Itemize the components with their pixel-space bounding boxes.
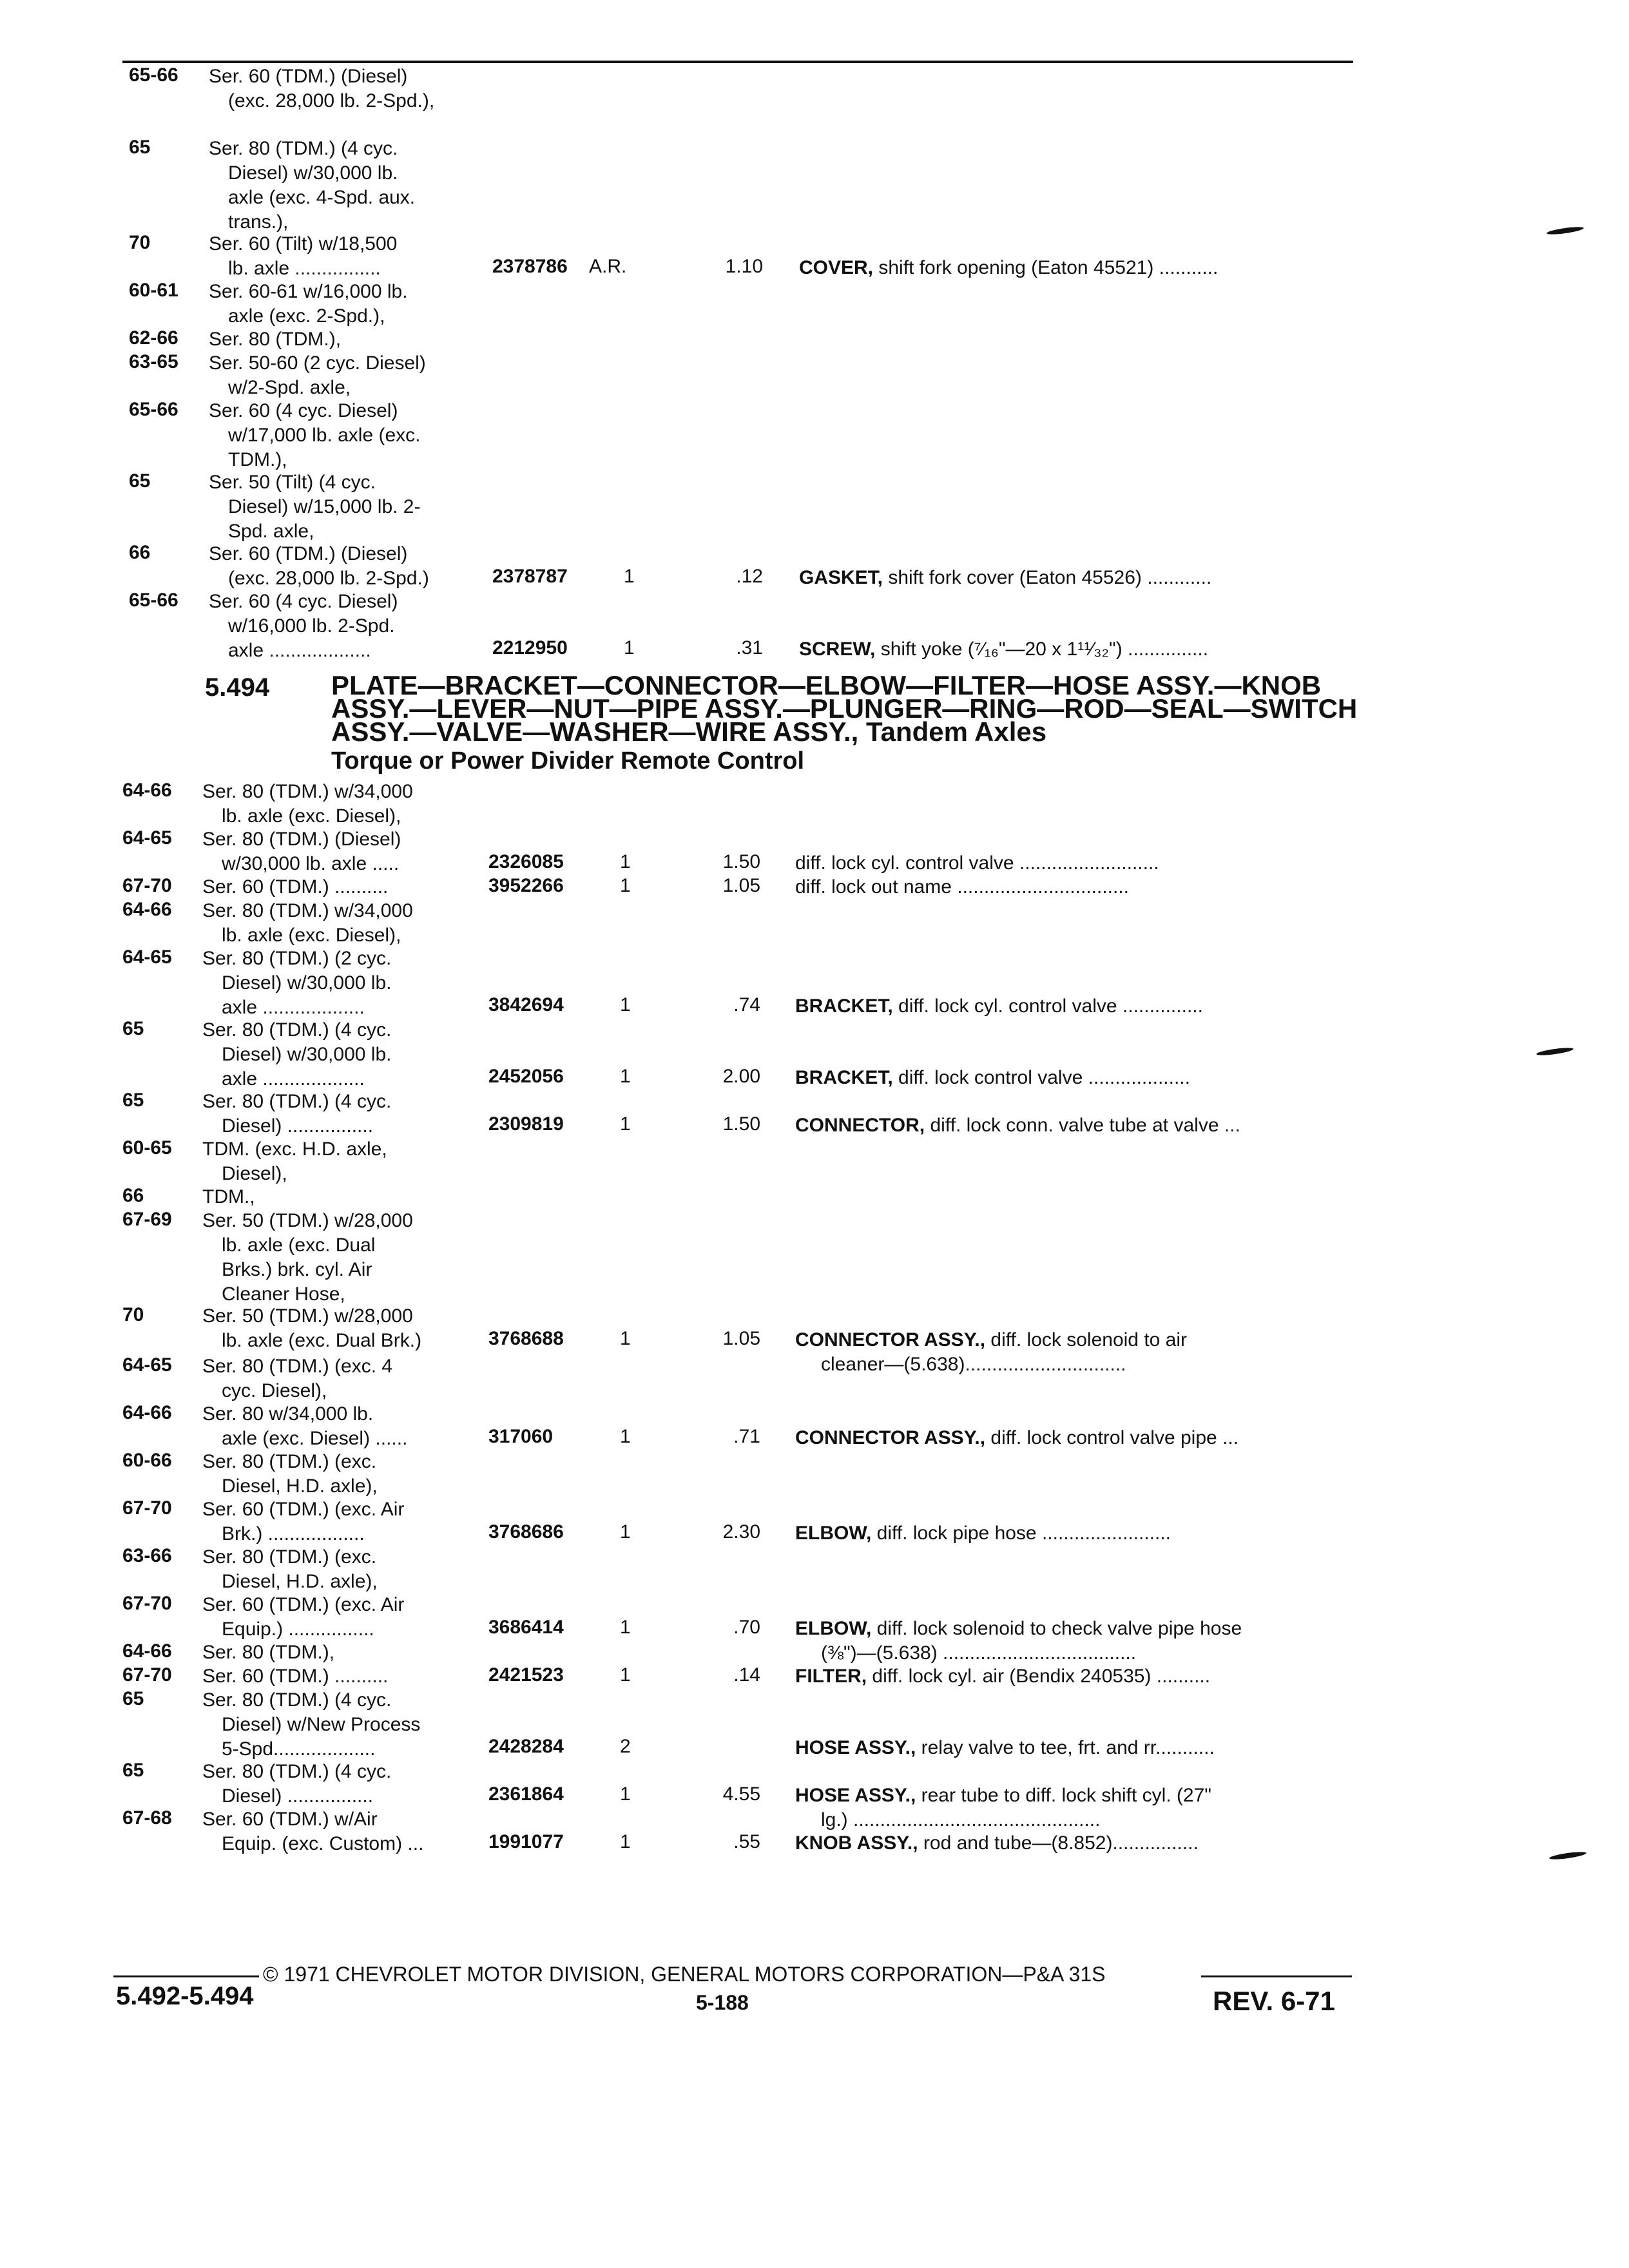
description-line xyxy=(795,851,1159,876)
model-description xyxy=(209,542,429,591)
footer-section-range: 5.492-5.494 xyxy=(116,1982,254,2010)
model-year: 65 xyxy=(129,470,151,492)
model-line: Equip. (exc. Custom) ... xyxy=(222,1833,424,1854)
part-number: 2378787 xyxy=(492,566,568,587)
model-line: Ser. 80 (TDM.) w/34,000 xyxy=(202,781,413,802)
model-line: Ser. 50-60 (2 cyc. Diesel) xyxy=(209,352,426,374)
model-year: 65-66 xyxy=(129,64,178,86)
model-line: Diesel) w/30,000 lb. xyxy=(222,972,392,994)
model-description xyxy=(202,1760,391,1809)
margin-mark xyxy=(1549,1850,1587,1861)
model-description xyxy=(202,1545,378,1594)
description-continuation: cleaner—(5.638).............................. xyxy=(821,1354,1126,1375)
part-detail: diff. lock control valve ................... xyxy=(892,1067,1190,1088)
quantity: 1 xyxy=(620,1066,631,1087)
part-description xyxy=(795,1521,1171,1546)
model-line: Diesel) w/30,000 lb. xyxy=(222,1044,392,1065)
model-line: trans.), xyxy=(228,211,289,233)
part-name: SCREW, xyxy=(799,639,876,660)
section-title: PLATE—BRACKET—CONNECTOR—ELBOW—FILTER—HOSE ASSY.—KNOB ASSY.—LEVER—NUT—PIPE ASSY.—PLUNGER—RING—ROD—SEAL—SWITCH ASSY.—VALVE—WASHER—WIRE ASSY., Tandem Axles xyxy=(331,670,1358,747)
model-line: lb. axle (exc. Dual Brk.) xyxy=(222,1330,422,1351)
model-line: Equip.) ................ xyxy=(222,1619,374,1640)
margin-mark xyxy=(1547,226,1585,236)
model-description xyxy=(202,1137,387,1186)
model-year: 64-66 xyxy=(122,899,172,920)
part-name: HOSE ASSY., xyxy=(795,1785,916,1806)
model-line: Ser. 60 (TDM.) w/Air xyxy=(202,1809,378,1830)
model-description xyxy=(202,1354,392,1403)
model-line: axle ................... xyxy=(222,1068,365,1090)
description-line xyxy=(799,256,1218,280)
model-year: 60-65 xyxy=(122,1137,172,1158)
model-year: 67-70 xyxy=(122,875,172,896)
model-year: 62-66 xyxy=(129,327,178,349)
list-price: .55 xyxy=(733,1831,760,1852)
model-line: (exc. 28,000 lb. 2-Spd.), xyxy=(228,90,435,111)
part-name: KNOB ASSY., xyxy=(795,1832,918,1854)
model-description xyxy=(209,232,397,281)
list-price: .14 xyxy=(733,1664,760,1686)
part-description xyxy=(795,1617,1242,1666)
model-description xyxy=(202,875,388,899)
part-detail: rod and tube—(8.852)................ xyxy=(918,1832,1199,1854)
part-name: CONNECTOR, xyxy=(795,1115,925,1136)
list-price: 1.05 xyxy=(722,875,760,896)
model-description xyxy=(202,1090,391,1139)
model-line: axle (exc. 2-Spd.), xyxy=(228,305,385,327)
model-year: 67-70 xyxy=(122,1664,172,1686)
part-detail: diff. lock solenoid to check valve pipe hose xyxy=(871,1618,1242,1639)
model-year: 64-65 xyxy=(122,947,172,968)
model-line: Diesel) w/30,000 lb. xyxy=(228,162,398,184)
model-line: Ser. 60-61 w/16,000 lb. xyxy=(209,281,408,302)
model-description xyxy=(202,1497,404,1546)
model-line: Diesel), xyxy=(222,1163,287,1184)
top-rule xyxy=(122,61,1353,63)
part-description xyxy=(799,256,1218,280)
model-line: Ser. 60 (TDM.) (Diesel) xyxy=(209,543,408,564)
model-year: 64-65 xyxy=(122,1354,172,1376)
footer-rule-left xyxy=(113,1975,259,1977)
quantity: 1 xyxy=(620,851,631,872)
quantity: 1 xyxy=(620,1521,631,1542)
list-price: 1.50 xyxy=(722,1113,760,1135)
quantity: 1 xyxy=(620,1783,631,1805)
model-line: TDM. (exc. H.D. axle, xyxy=(202,1139,387,1160)
part-detail: shift yoke (⁷⁄₁₆"—20 x 1¹¹⁄₃₂") ............... xyxy=(875,639,1209,660)
model-year: 63-66 xyxy=(122,1545,172,1566)
part-name: FILTER, xyxy=(795,1666,867,1687)
model-year: 64-66 xyxy=(122,1402,172,1423)
part-description xyxy=(795,875,1129,899)
model-line: Diesel) w/15,000 lb. 2- xyxy=(228,496,421,517)
model-description xyxy=(202,1640,334,1665)
model-line: Ser. 80 (TDM.) w/34,000 xyxy=(202,900,413,921)
description-line xyxy=(795,875,1129,899)
part-detail: diff. lock solenoid to air xyxy=(985,1329,1188,1350)
part-description xyxy=(795,1664,1210,1689)
part-number: 2421523 xyxy=(488,1664,564,1686)
description-line xyxy=(795,1521,1171,1546)
model-description xyxy=(209,399,421,472)
part-name: ELBOW, xyxy=(795,1523,872,1544)
part-number: 2452056 xyxy=(488,1066,564,1087)
model-description xyxy=(202,1664,388,1689)
model-line: Ser. 60 (4 cyc. Diesel) xyxy=(209,400,398,421)
part-description xyxy=(795,994,1203,1019)
model-year: 67-69 xyxy=(122,1209,172,1230)
part-number: 3686414 xyxy=(488,1617,564,1638)
list-price: .12 xyxy=(736,566,763,587)
model-line: Ser. 80 (TDM.) (2 cyc. xyxy=(202,948,392,969)
part-name: COVER, xyxy=(799,257,874,278)
list-price: 1.50 xyxy=(722,851,760,872)
part-name: ELBOW, xyxy=(795,1618,872,1639)
part-detail: rear tube to diff. lock shift cyl. (27" xyxy=(916,1785,1211,1806)
part-name: BRACKET, xyxy=(795,995,893,1017)
model-line: (exc. 28,000 lb. 2-Spd.) xyxy=(228,568,429,589)
model-description xyxy=(209,470,420,544)
model-line: Ser. 60 (TDM.) (exc. Air xyxy=(202,1499,405,1520)
part-description xyxy=(795,1113,1240,1138)
model-year: 64-66 xyxy=(122,780,172,801)
list-price: .74 xyxy=(733,994,760,1015)
model-line: lb. axle (exc. Dual xyxy=(222,1235,376,1256)
model-description xyxy=(202,1450,378,1499)
model-line: cyc. Diesel), xyxy=(222,1380,327,1401)
model-description xyxy=(202,947,391,1020)
part-number: 2378786 xyxy=(492,256,568,277)
part-number: 2326085 xyxy=(488,851,564,872)
section-number: 5.494 xyxy=(205,673,270,702)
description-line xyxy=(795,1066,1190,1090)
model-line: 5-Spd................... xyxy=(222,1738,376,1760)
model-line: axle ................... xyxy=(228,640,371,661)
part-detail: diff. lock cyl. air (Bendix 240535) .......... xyxy=(867,1666,1211,1687)
list-price: .70 xyxy=(733,1617,760,1638)
model-line: Ser. 80 (TDM.) (Diesel) xyxy=(202,829,401,850)
model-year: 65-66 xyxy=(129,399,178,420)
description-line xyxy=(795,994,1203,1019)
model-year: 70 xyxy=(122,1304,144,1325)
quantity: 1 xyxy=(620,994,631,1015)
model-description xyxy=(202,1807,423,1856)
model-year: 67-70 xyxy=(122,1593,172,1614)
model-year: 64-65 xyxy=(122,827,172,849)
description-line xyxy=(795,1617,1242,1641)
model-description xyxy=(202,780,413,829)
model-year: 65 xyxy=(122,1018,144,1039)
description-line xyxy=(795,1426,1239,1450)
model-line: TDM., xyxy=(202,1186,255,1207)
model-description xyxy=(202,1402,407,1451)
part-detail: shift fork cover (Eaton 45526) ............ xyxy=(883,567,1212,588)
model-line: Ser. 60 (TDM.) (exc. Air xyxy=(202,1594,405,1615)
model-year: 60-61 xyxy=(129,280,178,301)
description-continuation: (⅜")—(5.638) .................................... xyxy=(821,1642,1137,1664)
model-year: 65 xyxy=(129,137,151,158)
part-detail: shift fork opening (Eaton 45521) ........... xyxy=(873,257,1219,278)
model-description xyxy=(202,1688,420,1762)
model-year: 65 xyxy=(122,1090,144,1111)
model-description xyxy=(209,590,398,663)
margin-mark xyxy=(1536,1046,1574,1057)
description-line xyxy=(795,1783,1211,1808)
model-line: Ser. 50 (TDM.) w/28,000 xyxy=(202,1305,413,1327)
list-price: 1.05 xyxy=(722,1328,760,1349)
model-line: Diesel, H.D. axle), xyxy=(222,1571,378,1592)
model-line: Diesel) ................ xyxy=(222,1115,374,1137)
model-line: Ser. 50 (Tilt) (4 cyc. xyxy=(209,472,376,493)
part-number: 2361864 xyxy=(488,1783,564,1805)
part-name: HOSE ASSY., xyxy=(795,1737,916,1758)
model-description xyxy=(209,327,341,352)
model-description xyxy=(202,1018,391,1091)
model-year: 67-70 xyxy=(122,1497,172,1519)
part-name: CONNECTOR ASSY., xyxy=(795,1329,986,1350)
list-price: 2.00 xyxy=(722,1066,760,1087)
model-description xyxy=(209,280,408,329)
part-description xyxy=(795,1783,1211,1832)
quantity: 1 xyxy=(620,875,631,896)
part-description xyxy=(795,1426,1239,1450)
model-description xyxy=(209,64,434,113)
model-line: Ser. 80 (TDM.), xyxy=(209,329,342,350)
model-line: axle ................... xyxy=(222,997,365,1018)
quantity: 1 xyxy=(620,1426,631,1447)
part-description xyxy=(795,1066,1190,1090)
model-line: w/2-Spd. axle, xyxy=(228,377,351,398)
quantity: 2 xyxy=(620,1736,631,1757)
part-number: 3952266 xyxy=(488,875,564,896)
model-description xyxy=(202,899,413,948)
footer-rule-right xyxy=(1201,1975,1352,1977)
part-detail: diff. lock pipe hose ........................ xyxy=(871,1523,1171,1544)
model-line: Ser. 50 (TDM.) w/28,000 xyxy=(202,1210,413,1231)
model-line: Ser. 60 (TDM.) .......... xyxy=(202,1666,389,1687)
quantity: 1 xyxy=(620,1664,631,1686)
description-line xyxy=(799,637,1208,662)
model-line: Diesel) w/New Process xyxy=(222,1714,421,1735)
list-price: .71 xyxy=(733,1426,760,1447)
model-line: TDM.), xyxy=(228,449,287,470)
part-detail: diff. lock cyl. control valve .......................... xyxy=(795,852,1159,874)
part-number: 1991077 xyxy=(488,1831,564,1852)
model-line: Ser. 80 (TDM.) (exc. 4 xyxy=(202,1356,393,1377)
model-line: Diesel, H.D. axle), xyxy=(222,1475,378,1497)
model-line: Ser. 60 (TDM.) (Diesel) xyxy=(209,66,408,87)
part-number: 2212950 xyxy=(492,637,568,658)
description-line xyxy=(795,1664,1210,1689)
model-line: Ser. 80 (TDM.) (4 cyc. xyxy=(202,1761,392,1782)
part-detail: relay valve to tee, frt. and rr........... xyxy=(916,1737,1215,1758)
part-description xyxy=(795,1831,1199,1856)
part-description xyxy=(795,1328,1187,1377)
description-line xyxy=(795,1113,1240,1138)
section-subtitle: Torque or Power Divider Remote Control xyxy=(331,747,805,774)
model-line: Ser. 80 (TDM.), xyxy=(202,1642,335,1663)
model-description xyxy=(202,1209,413,1307)
model-line: lb. axle (exc. Diesel), xyxy=(222,925,401,946)
model-line: Ser. 80 (TDM.) (4 cyc. xyxy=(202,1019,392,1041)
description-line xyxy=(799,566,1211,590)
model-line: Ser. 80 (TDM.) (exc. xyxy=(202,1451,377,1472)
part-number: 3842694 xyxy=(488,994,564,1015)
quantity: 1 xyxy=(624,637,635,658)
model-line: w/17,000 lb. axle (exc. xyxy=(228,425,421,446)
part-detail: diff. lock conn. valve tube at valve ... xyxy=(925,1115,1240,1136)
model-year: 66 xyxy=(122,1185,144,1206)
model-line: Ser. 80 (TDM.) (exc. xyxy=(202,1546,377,1568)
model-year: 65 xyxy=(122,1688,144,1709)
model-description xyxy=(202,1593,404,1642)
description-continuation: lg.) .............................................. xyxy=(821,1809,1101,1831)
model-line: Ser. 60 (4 cyc. Diesel) xyxy=(209,591,398,612)
quantity: 1 xyxy=(620,1113,631,1135)
quantity: A.R. xyxy=(589,256,627,277)
part-detail: diff. lock control valve pipe ... xyxy=(985,1427,1239,1448)
part-name: BRACKET, xyxy=(795,1067,893,1088)
description-line xyxy=(795,1831,1199,1856)
model-line: Ser. 80 w/34,000 lb. xyxy=(202,1403,374,1425)
model-line: axle (exc. Diesel) ...... xyxy=(222,1428,408,1449)
model-line: Ser. 60 (Tilt) w/18,500 xyxy=(209,233,398,255)
list-price: .31 xyxy=(736,637,763,658)
quantity: 1 xyxy=(620,1617,631,1638)
model-description xyxy=(202,1185,255,1209)
list-price: 2.30 xyxy=(722,1521,760,1542)
model-year: 66 xyxy=(129,542,151,563)
model-year: 65-66 xyxy=(129,590,178,611)
part-number: 2309819 xyxy=(488,1113,564,1135)
model-line: Cleaner Hose, xyxy=(222,1283,345,1305)
model-line: Ser. 60 (TDM.) .......... xyxy=(202,876,389,898)
part-number: 3768688 xyxy=(488,1328,564,1349)
model-description xyxy=(202,827,401,876)
description-line xyxy=(795,1736,1215,1760)
model-line: lb. axle ................ xyxy=(228,258,381,279)
list-price: 4.55 xyxy=(722,1783,760,1805)
footer-page-number: 5-188 xyxy=(696,1991,749,2014)
model-line: Diesel) ................ xyxy=(222,1785,374,1807)
footer-copyright: © 1971 CHEVROLET MOTOR DIVISION, GENERAL MOTORS CORPORATION—P&A 31S xyxy=(263,1963,1106,1986)
part-description xyxy=(795,851,1159,876)
model-year: 60-66 xyxy=(122,1450,172,1471)
quantity: 1 xyxy=(620,1831,631,1852)
part-description xyxy=(799,566,1211,590)
model-line: Ser. 80 (TDM.) (4 cyc. xyxy=(209,138,398,159)
part-number: 317060 xyxy=(488,1426,554,1447)
part-number: 2428284 xyxy=(488,1736,564,1757)
model-line: Brks.) brk. cyl. Air xyxy=(222,1259,372,1280)
part-description xyxy=(799,637,1208,662)
model-line: Brk.) .................. xyxy=(222,1523,365,1544)
model-line: w/16,000 lb. 2-Spd. xyxy=(228,615,395,637)
part-name: GASKET, xyxy=(799,567,883,588)
model-year: 64-66 xyxy=(122,1640,172,1662)
model-line: w/30,000 lb. axle ..... xyxy=(222,853,400,874)
model-line: Spd. axle, xyxy=(228,521,314,542)
footer-revision: REV. 6-71 xyxy=(1213,1986,1335,2016)
model-year: 70 xyxy=(129,232,151,253)
model-line: Ser. 80 (TDM.) (4 cyc. xyxy=(202,1689,392,1711)
part-detail: diff. lock cyl. control valve ............... xyxy=(892,995,1203,1017)
description-line xyxy=(795,1328,1187,1352)
model-year: 67-68 xyxy=(122,1807,172,1829)
part-name: CONNECTOR ASSY., xyxy=(795,1427,986,1448)
model-year: 63-65 xyxy=(129,351,178,372)
model-line: axle (exc. 4-Spd. aux. xyxy=(228,187,416,208)
list-price: 1.10 xyxy=(725,256,763,277)
model-line: lb. axle (exc. Diesel), xyxy=(222,805,401,827)
model-year: 65 xyxy=(122,1760,144,1781)
part-detail: diff. lock out name ................................ xyxy=(795,876,1129,898)
quantity: 1 xyxy=(620,1328,631,1349)
model-description xyxy=(209,137,415,235)
model-description xyxy=(202,1304,421,1353)
model-description xyxy=(209,351,426,400)
quantity: 1 xyxy=(624,566,635,587)
part-description xyxy=(795,1736,1215,1760)
part-number: 3768686 xyxy=(488,1521,564,1542)
model-line: Ser. 80 (TDM.) (4 cyc. xyxy=(202,1091,392,1112)
